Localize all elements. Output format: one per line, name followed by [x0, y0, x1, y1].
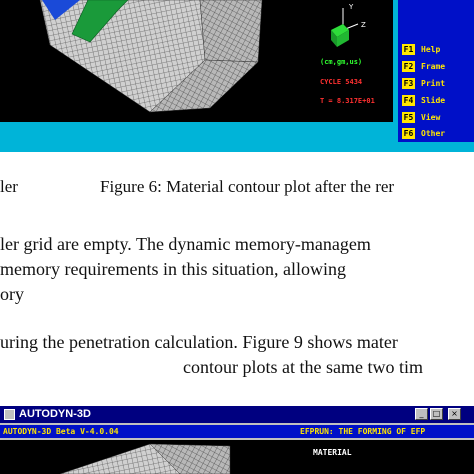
- legend-title: MATERIAL: [313, 448, 352, 457]
- menu-item-print[interactable]: F3 Print: [403, 79, 446, 88]
- window-titlebar[interactable]: [0, 406, 474, 423]
- figure-caption-right: Figure 6: Material contour plot after the rer: [100, 177, 395, 196]
- mesh-viewport-bottom: [0, 440, 474, 474]
- menu-item-other[interactable]: F6 Other: [403, 129, 446, 138]
- mesh-plot-bottom: [0, 440, 474, 474]
- app-icon: [4, 409, 15, 420]
- axis-z-label: Z: [361, 21, 366, 29]
- maximize-button[interactable]: □: [430, 408, 443, 420]
- axis-y-label: Y: [349, 3, 354, 11]
- units-readout: (cm,gm,us): [320, 58, 363, 66]
- mesh-block-side: [200, 0, 262, 62]
- window-title: AUTODYN-3D: [19, 408, 91, 420]
- top-screenshot: [0, 0, 474, 152]
- time-readout: T = 8.317E+01: [320, 97, 375, 105]
- figure-caption-left: ler: [0, 177, 18, 196]
- body-text-line-3: ory: [0, 284, 24, 304]
- body-text-line-1: ler grid are empty. The dynamic memory-managem: [0, 234, 371, 254]
- cycle-readout: CYCLE 5434: [320, 78, 363, 86]
- menu-item-view[interactable]: F5 View: [403, 113, 441, 122]
- status-run-title: EFPRUN: THE FORMING OF EFP: [300, 427, 426, 436]
- status-version: AUTODYN-3D Beta V-4.0.04: [3, 427, 119, 436]
- body-text-line-5: contour plots at the same two tim: [183, 357, 423, 377]
- status-bar: [0, 425, 474, 438]
- body-text-line-4: uring the penetration calculation. Figure 9 shows mater: [0, 332, 398, 352]
- close-button[interactable]: ×: [448, 408, 461, 420]
- minimize-button[interactable]: _: [415, 408, 428, 420]
- menu-item-help[interactable]: F1 Help: [403, 45, 441, 54]
- bottom-screenshot: [0, 406, 474, 474]
- function-key-menu: [398, 0, 474, 142]
- body-text-line-2: memory requirements in this situation, allowing: [0, 259, 346, 279]
- axis-triad: [331, 8, 358, 47]
- menu-item-frame[interactable]: F2 Frame: [403, 62, 446, 71]
- menu-item-slide[interactable]: F4 Slide: [403, 96, 446, 105]
- mesh-viewport: [0, 0, 393, 122]
